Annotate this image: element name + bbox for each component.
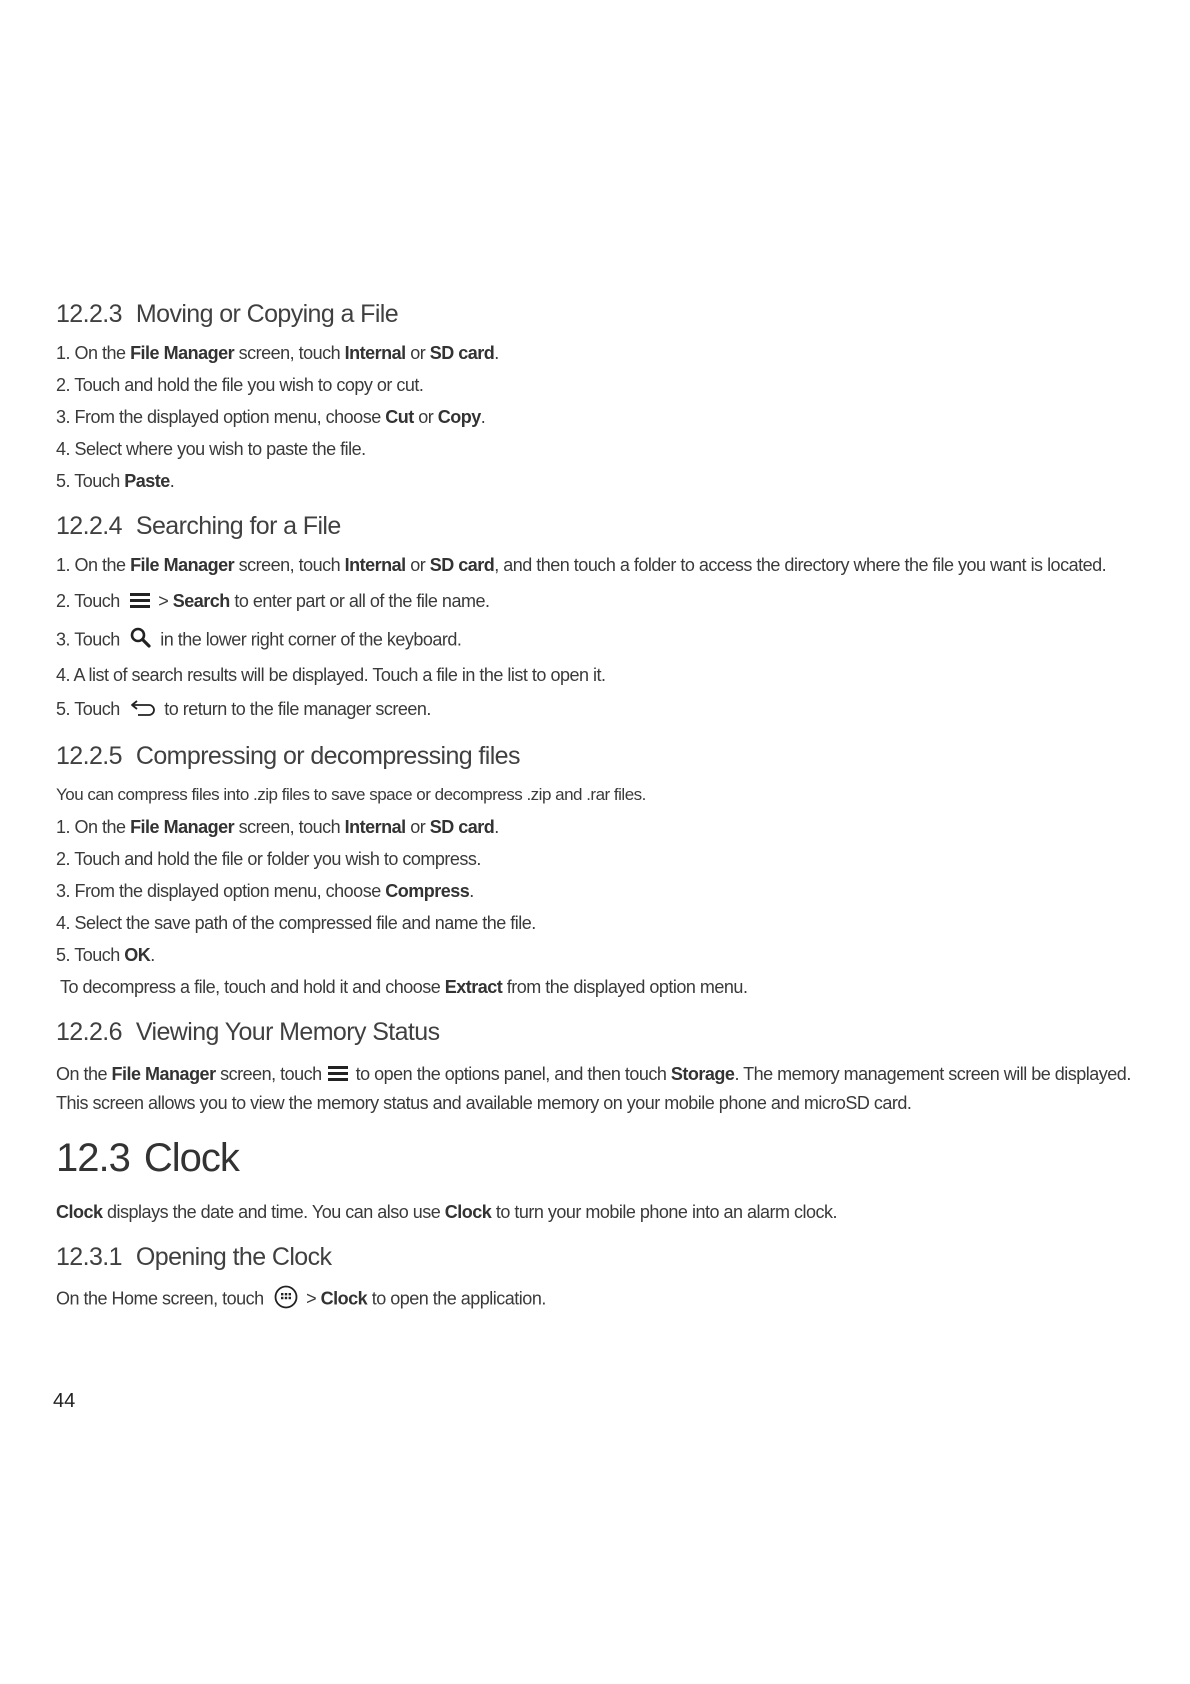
section-paragraph: On the File Manager screen, touch to open the options panel, and then touch Storage. The memory management screen will be displayed. This screen allows you to view the memory status and available memory on your mobile phone and microSD card. [56,1060,1146,1117]
section-title: Moving or Copying a File [135,300,399,328]
chapter-title: Clock [143,1136,239,1181]
section-heading [56,1241,1146,1273]
section-moving-copying [56,298,1146,492]
step-3: 3. From the displayed option menu, choose Compress. [56,881,474,901]
page-content [56,298,1146,1332]
section-title: Opening the Clock [135,1243,332,1272]
chapter-heading [56,1135,1146,1181]
step-4: 4. Select the save path of the compressed file and name the file. [56,913,536,933]
section-intro: You can compress files into .zip files to save space or decompress .zip and .rar files. [56,785,646,804]
section-compressing [56,740,1146,998]
section-searching [56,510,1146,722]
step-2: 2. Touch and hold the file you wish to copy or cut. [56,375,424,395]
step-2: 2. Touch and hold the file or folder you wish to compress. [56,849,481,869]
decompress-note: To decompress a file, touch and hold it and choose Extract from the displayed option menu. [60,977,748,997]
menu-icon [328,1061,348,1089]
section-clock [56,1135,1146,1223]
section-title: Compressing or decompressing files [135,742,520,770]
step-4: 4. Select where you wish to paste the file. [56,439,366,459]
section-paragraph: On the Home screen, touch > Clock to open the application. [56,1285,1146,1314]
section-heading [56,740,1146,772]
page-number: 44 [53,1390,76,1412]
apps-icon [274,1285,298,1314]
section-heading [56,510,1146,542]
step-5: 5. Touch to return to the file manager screen. [56,698,1146,722]
step-1: 1. On the File Manager screen, touch Internal or SD card. [56,343,499,363]
step-3: 3. Touch in the lower right corner of the keyboard. [56,627,1146,654]
section-number: 12.2.5 [56,742,122,770]
section-opening-clock [56,1241,1146,1314]
step-3: 3. From the displayed option menu, choose Cut or Copy. [56,407,486,427]
back-icon [130,699,156,722]
step-4: 4. A list of search results will be displayed. Touch a file in the list to open it. [56,665,606,686]
section-paragraph: Clock displays the date and time. You can also use Clock to turn your mobile phone into an alarm clock. [56,1202,838,1223]
section-heading [56,1016,1146,1048]
search-icon [130,627,152,654]
section-title: Viewing Your Memory Status [135,1018,440,1046]
section-number: 12.3.1 [56,1243,122,1272]
step-5: 5. Touch OK. [56,945,155,965]
menu-icon [130,591,150,613]
section-number: 12.2.3 [56,300,122,328]
section-title: Searching for a File [135,512,341,540]
chapter-number: 12.3 [56,1136,130,1181]
section-number: 12.2.4 [56,512,122,540]
section-number: 12.2.6 [56,1018,122,1046]
step-1: 1. On the File Manager screen, touch Internal or SD card, and then touch a folder to access the directory where the file you want is located. [56,555,1107,575]
step-2: 2. Touch > Search to enter part or all of the file name. [56,590,1146,613]
step-5: 5. Touch Paste. [56,471,175,491]
section-heading [56,298,1146,330]
section-memory-status [56,1016,1146,1117]
step-1: 1. On the File Manager screen, touch Internal or SD card. [56,817,499,837]
